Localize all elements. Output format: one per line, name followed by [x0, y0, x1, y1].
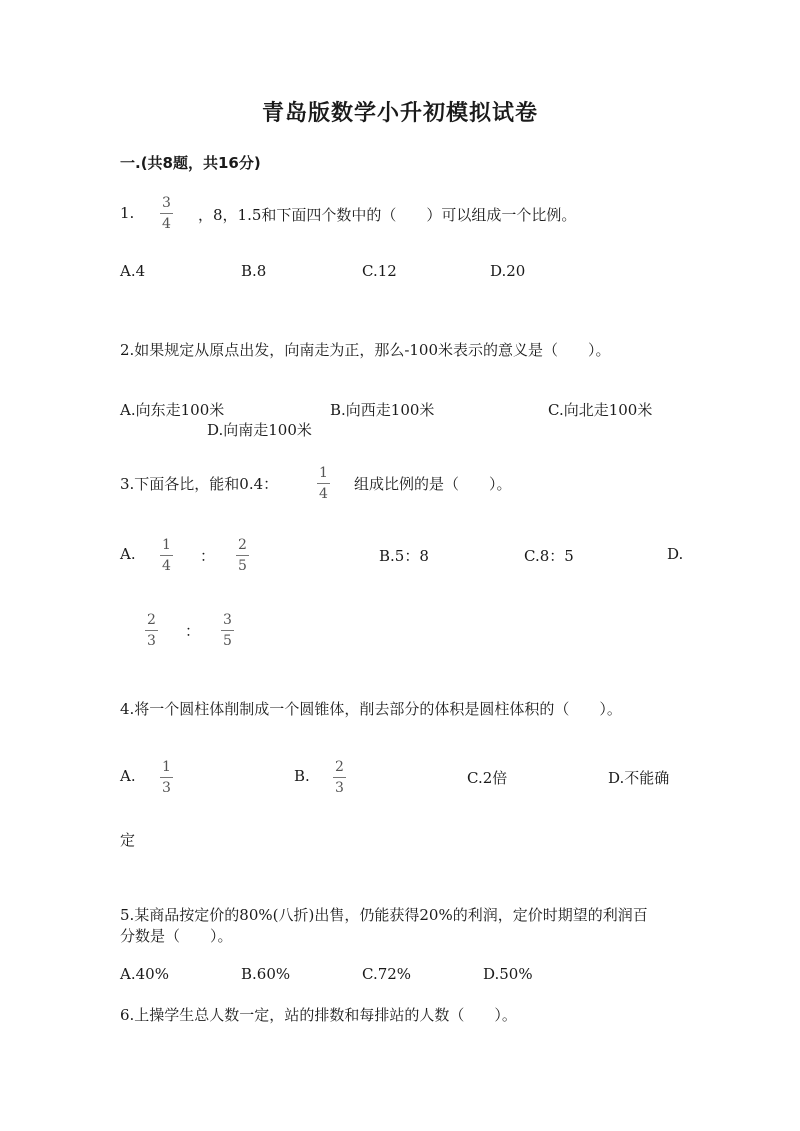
fraction-numerator: 1	[162, 759, 171, 775]
q3-option-d-fraction-2	[221, 612, 234, 649]
fraction-bar	[160, 777, 173, 778]
fraction-bar	[317, 483, 330, 484]
q2-option-d: D.向南走100米	[207, 421, 312, 439]
fraction-numerator: 1	[162, 537, 171, 553]
q3-fraction-numerator: 1	[319, 465, 328, 481]
q4-option-a-label: A.	[120, 767, 136, 785]
q1-option-d: D.20	[490, 262, 526, 280]
fraction-numerator: 2	[238, 537, 247, 553]
fraction-bar	[145, 630, 158, 631]
fraction-denominator: 4	[162, 558, 171, 574]
q3-option-d-colon: ：	[185, 622, 201, 640]
q3-option-a-colon: ：	[200, 547, 216, 565]
q6-text: 6.上操学生总人数一定，站的排数和每排站的人数（ ）。	[120, 1006, 517, 1024]
q1-number: 1.	[120, 204, 135, 222]
q3-option-c: C.8：5	[524, 547, 574, 565]
fraction-bar	[160, 555, 173, 556]
q5-option-d: D.50%	[483, 965, 533, 983]
q4-option-b-label: B.	[294, 767, 310, 785]
q4-option-b-fraction	[333, 759, 346, 796]
q3-fraction	[317, 465, 330, 502]
q3-option-a-label: A.	[120, 545, 136, 563]
fraction-denominator: 3	[162, 780, 171, 796]
q4-option-a-fraction	[160, 759, 173, 796]
fraction-numerator: 2	[335, 759, 344, 775]
q3-option-a-fraction-2	[236, 537, 249, 574]
q3-text-post: 组成比例的是（ ）。	[354, 475, 512, 493]
q1-fraction-denominator: 4	[162, 216, 171, 232]
q2-option-c: C.向北走100米	[548, 401, 653, 419]
q1-option-c: C.12	[362, 262, 397, 280]
q3-option-a-fraction-1	[160, 537, 173, 574]
fraction-numerator: 2	[147, 612, 156, 628]
q3-text-pre: 3.下面各比，能和0.4：	[120, 475, 279, 493]
fraction-numerator: 3	[223, 612, 232, 628]
fraction-bar	[236, 555, 249, 556]
q5-option-a: A.40%	[120, 965, 169, 983]
fraction-bar	[221, 630, 234, 631]
q1-fraction-numerator: 3	[162, 195, 171, 211]
q5-option-b: B.60%	[241, 965, 291, 983]
q1-fraction	[160, 195, 173, 232]
q2-option-a: A.向东走100米	[120, 401, 225, 419]
section-heading: 一.(共8题，共16分)	[120, 154, 261, 172]
fraction-denominator: 5	[238, 558, 247, 574]
fraction-denominator: 5	[223, 633, 232, 649]
page-title: 青岛版数学小升初模拟试卷	[261, 101, 538, 126]
fraction-bar	[333, 777, 346, 778]
q5-option-c: C.72%	[362, 965, 412, 983]
q5-text-line-2: 分数是（ ）。	[120, 927, 233, 945]
q3-fraction-denominator: 4	[319, 486, 328, 502]
fraction-bar	[160, 213, 173, 214]
q3-option-d-fraction-1	[145, 612, 158, 649]
q2-option-b: B.向西走100米	[330, 401, 435, 419]
q5-text-line-1: 5.某商品按定价的80%(八折)出售，仍能获得20%的利润，定价时期望的利润百	[120, 906, 648, 924]
fraction-denominator: 3	[335, 780, 344, 796]
q3-option-b: B.5：8	[379, 547, 429, 565]
q3-option-d-label: D.	[667, 545, 684, 563]
q4-option-c: C.2倍	[467, 769, 508, 787]
q1-option-a: A.4	[120, 262, 146, 280]
q1-text: ，8，1.5和下面四个数中的（ ）可以组成一个比例。	[198, 206, 577, 224]
q2-text: 2.如果规定从原点出发，向南走为正，那么-100米表示的意义是（ ）。	[120, 341, 611, 359]
q4-option-d-continued: 定	[120, 831, 136, 849]
q4-option-d: D.不能确	[608, 769, 670, 787]
q4-text: 4.将一个圆柱体削制成一个圆锥体，削去部分的体积是圆柱体积的（ ）。	[120, 700, 622, 718]
fraction-denominator: 3	[147, 633, 156, 649]
q1-option-b: B.8	[241, 262, 267, 280]
